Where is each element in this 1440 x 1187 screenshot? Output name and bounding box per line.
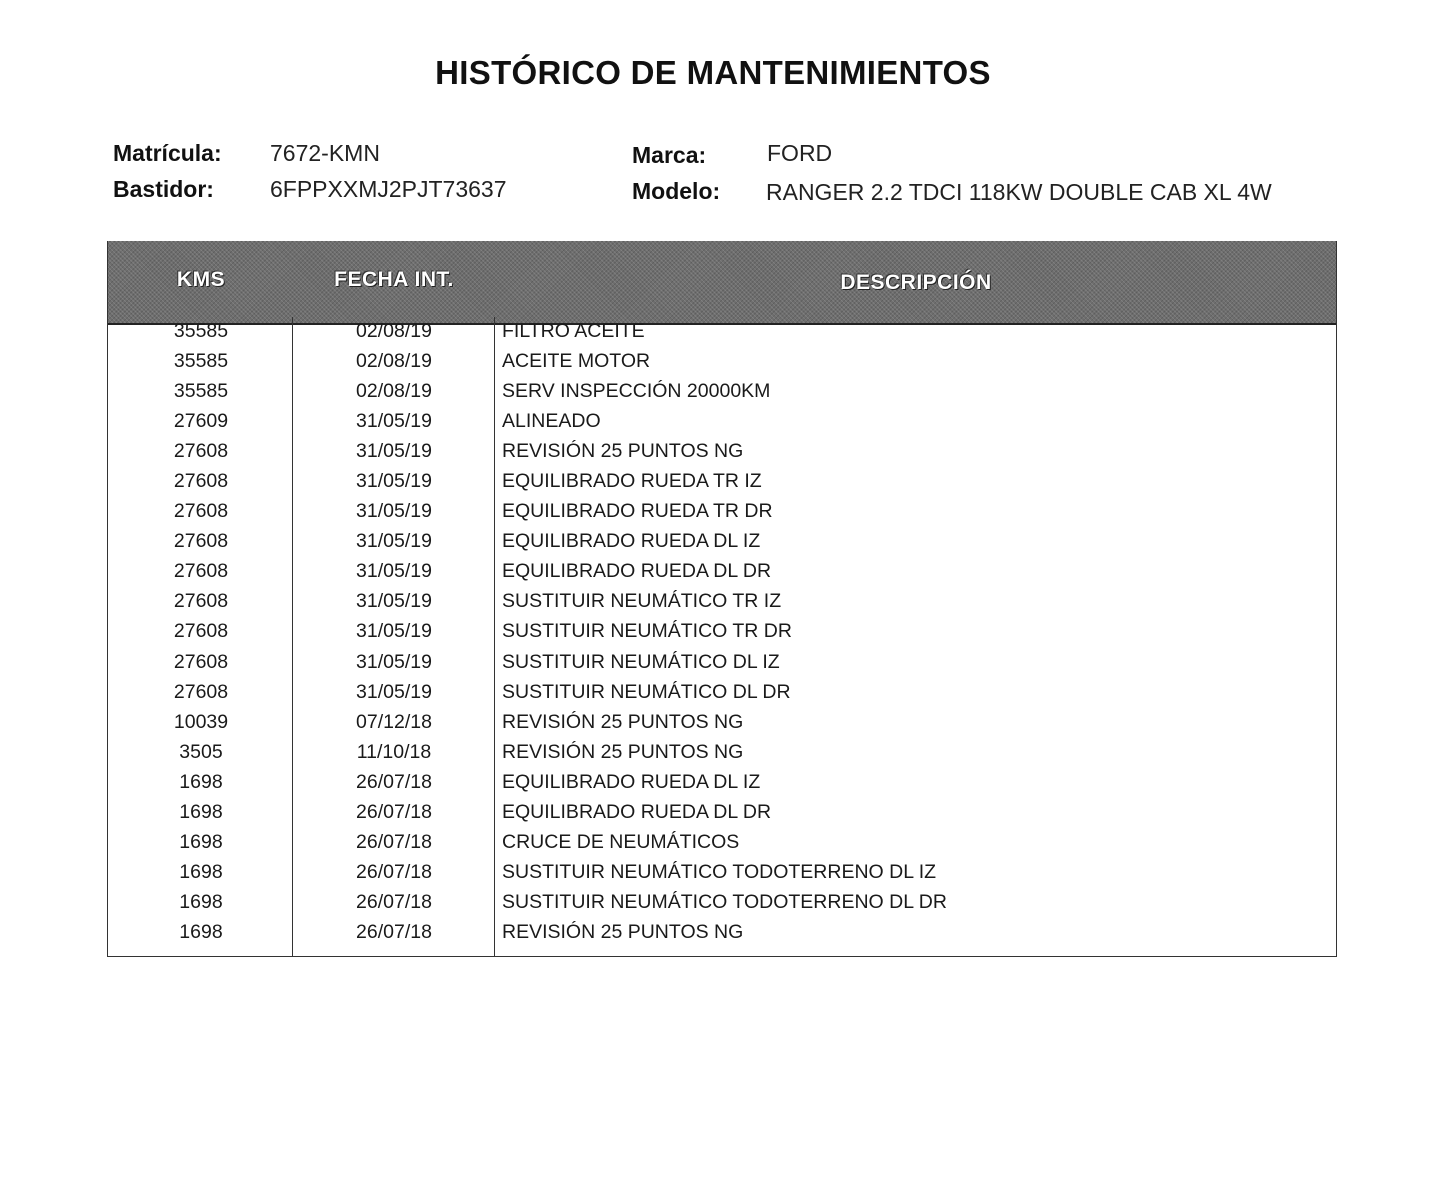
modelo-value-text: RANGER 2.2 TDCI 118KW DOUBLE CAB XL 4W bbox=[766, 179, 1272, 205]
cell-descripcion: EQUILIBRADO RUEDA DL DR bbox=[502, 560, 772, 583]
cell-fecha: 26/07/18 bbox=[356, 830, 432, 853]
cell-kms: 27609 bbox=[173, 410, 229, 433]
modelo-value bbox=[766, 179, 1272, 206]
cell-descripcion: ACEITE MOTOR bbox=[502, 350, 651, 373]
cell-kms: 27608 bbox=[173, 440, 229, 463]
table-row bbox=[108, 467, 1336, 497]
cell-fecha: 31/05/19 bbox=[356, 680, 432, 703]
table-row bbox=[108, 347, 1336, 377]
cell-descripcion: EQUILIBRADO RUEDA DL IZ bbox=[502, 770, 761, 793]
cell-kms: 3505 bbox=[179, 740, 223, 763]
header-kms: KMS bbox=[176, 268, 226, 291]
table-row bbox=[108, 918, 1336, 948]
cell-descripcion: EQUILIBRADO RUEDA TR IZ bbox=[502, 470, 762, 493]
cell-fecha: 11/10/18 bbox=[356, 740, 432, 763]
header-fecha: FECHA INT. bbox=[334, 268, 454, 291]
cell-descripcion: SUSTITUIR NEUMÁTICO DL IZ bbox=[502, 650, 780, 673]
matricula-value-text: 7672-KMN bbox=[270, 140, 380, 166]
cell-fecha: 31/05/19 bbox=[356, 560, 432, 583]
table-row bbox=[108, 678, 1336, 708]
cell-fecha: 07/12/18 bbox=[356, 710, 432, 733]
cell-descripcion: SERV INSPECCIÓN 20000KM bbox=[502, 380, 771, 403]
cell-fecha: 26/07/18 bbox=[356, 770, 432, 793]
matricula-label bbox=[113, 140, 222, 167]
cell-descripcion: REVISIÓN 25 PUNTOS NG bbox=[502, 920, 744, 943]
marca-value bbox=[767, 140, 832, 167]
table-row bbox=[108, 527, 1336, 557]
cell-fecha: 31/05/19 bbox=[356, 530, 432, 553]
marca-value-text: FORD bbox=[767, 140, 833, 166]
cell-kms: 10039 bbox=[173, 710, 229, 733]
document-title: HISTÓRICO DE MANTENIMIENTOS bbox=[435, 54, 991, 91]
table-row bbox=[108, 798, 1336, 828]
table-body bbox=[108, 317, 1336, 948]
cell-kms: 27608 bbox=[173, 500, 229, 523]
cell-descripcion: EQUILIBRADO RUEDA TR DR bbox=[502, 500, 773, 523]
table-row bbox=[108, 768, 1336, 798]
table-row bbox=[108, 407, 1336, 437]
table-row bbox=[108, 497, 1336, 527]
cell-fecha: 02/08/19 bbox=[356, 350, 432, 373]
cell-descripcion: SUSTITUIR NEUMÁTICO DL DR bbox=[502, 680, 791, 703]
cell-kms: 1698 bbox=[179, 770, 223, 793]
cell-fecha: 26/07/18 bbox=[356, 920, 432, 943]
cell-descripcion: SUSTITUIR NEUMÁTICO TR IZ bbox=[502, 590, 782, 613]
cell-kms: 27608 bbox=[173, 530, 229, 553]
cell-descripcion: FILTRO ACEITE bbox=[502, 320, 645, 342]
cell-descripcion: SUSTITUIR NEUMÁTICO TR DR bbox=[502, 620, 792, 643]
cell-descripcion: EQUILIBRADO RUEDA DL DR bbox=[502, 800, 772, 823]
table-row bbox=[108, 738, 1336, 768]
cell-kms: 1698 bbox=[179, 800, 223, 823]
table-row bbox=[108, 377, 1336, 407]
cell-fecha: 31/05/19 bbox=[356, 620, 432, 643]
cell-kms: 27608 bbox=[173, 560, 229, 583]
cell-fecha: 31/05/19 bbox=[356, 440, 432, 463]
cell-descripcion: REVISIÓN 25 PUNTOS NG bbox=[502, 740, 744, 763]
table-row bbox=[108, 617, 1336, 647]
modelo-label-text: Modelo: bbox=[632, 178, 721, 204]
cell-descripcion: CRUCE DE NEUMÁTICOS bbox=[502, 830, 740, 853]
header-descripcion: DESCRIPCIÓN bbox=[840, 271, 992, 294]
cell-kms: 27608 bbox=[173, 680, 229, 703]
table-row bbox=[108, 317, 1336, 347]
bastidor-value-text: 6FPPXXMJ2PJT73637 bbox=[270, 176, 507, 202]
cell-kms: 1698 bbox=[179, 890, 223, 913]
modelo-label bbox=[632, 178, 720, 205]
cell-descripcion: REVISIÓN 25 PUNTOS NG bbox=[502, 440, 744, 463]
cell-fecha: 31/05/19 bbox=[356, 500, 432, 523]
cell-fecha: 02/08/19 bbox=[356, 380, 432, 403]
table-row bbox=[108, 858, 1336, 888]
cell-kms: 27608 bbox=[173, 470, 229, 493]
cell-kms: 27608 bbox=[173, 620, 229, 643]
cell-fecha: 26/07/18 bbox=[356, 860, 432, 883]
cell-fecha: 31/05/19 bbox=[356, 410, 432, 433]
cell-fecha: 31/05/19 bbox=[356, 470, 432, 493]
marca-label bbox=[632, 142, 706, 169]
maintenance-table bbox=[107, 241, 1337, 957]
marca-label-text: Marca: bbox=[632, 142, 707, 168]
cell-kms: 27608 bbox=[173, 650, 229, 673]
matricula-value bbox=[270, 140, 380, 167]
bastidor-label bbox=[113, 176, 214, 203]
cell-fecha: 26/07/18 bbox=[356, 800, 432, 823]
table-row bbox=[108, 708, 1336, 738]
cell-kms: 35585 bbox=[173, 320, 229, 342]
cell-descripcion: REVISIÓN 25 PUNTOS NG bbox=[502, 710, 744, 733]
bastidor-value bbox=[270, 176, 507, 203]
cell-descripcion: ALINEADO bbox=[502, 410, 601, 433]
cell-kms: 27608 bbox=[173, 590, 229, 613]
matricula-label-text: Matrícula: bbox=[113, 140, 222, 166]
table-header bbox=[108, 241, 1336, 325]
cell-kms: 35585 bbox=[173, 350, 229, 373]
cell-fecha: 26/07/18 bbox=[356, 890, 432, 913]
table-row bbox=[108, 557, 1336, 587]
cell-kms: 1698 bbox=[179, 830, 223, 853]
cell-descripcion: SUSTITUIR NEUMÁTICO TODOTERRENO DL IZ bbox=[502, 860, 937, 883]
table-row bbox=[108, 648, 1336, 678]
cell-descripcion: EQUILIBRADO RUEDA DL IZ bbox=[502, 530, 761, 553]
table-row bbox=[108, 587, 1336, 617]
cell-kms: 35585 bbox=[173, 380, 229, 403]
cell-descripcion: SUSTITUIR NEUMÁTICO TODOTERRENO DL DR bbox=[502, 890, 947, 913]
table-row bbox=[108, 437, 1336, 467]
table-row bbox=[108, 828, 1336, 858]
cell-fecha: 02/08/19 bbox=[356, 320, 432, 342]
cell-fecha: 31/05/19 bbox=[356, 590, 432, 613]
cell-fecha: 31/05/19 bbox=[356, 650, 432, 673]
table-row bbox=[108, 888, 1336, 918]
cell-kms: 1698 bbox=[179, 920, 223, 943]
cell-kms: 1698 bbox=[179, 860, 223, 883]
bastidor-label-text: Bastidor: bbox=[113, 176, 214, 202]
